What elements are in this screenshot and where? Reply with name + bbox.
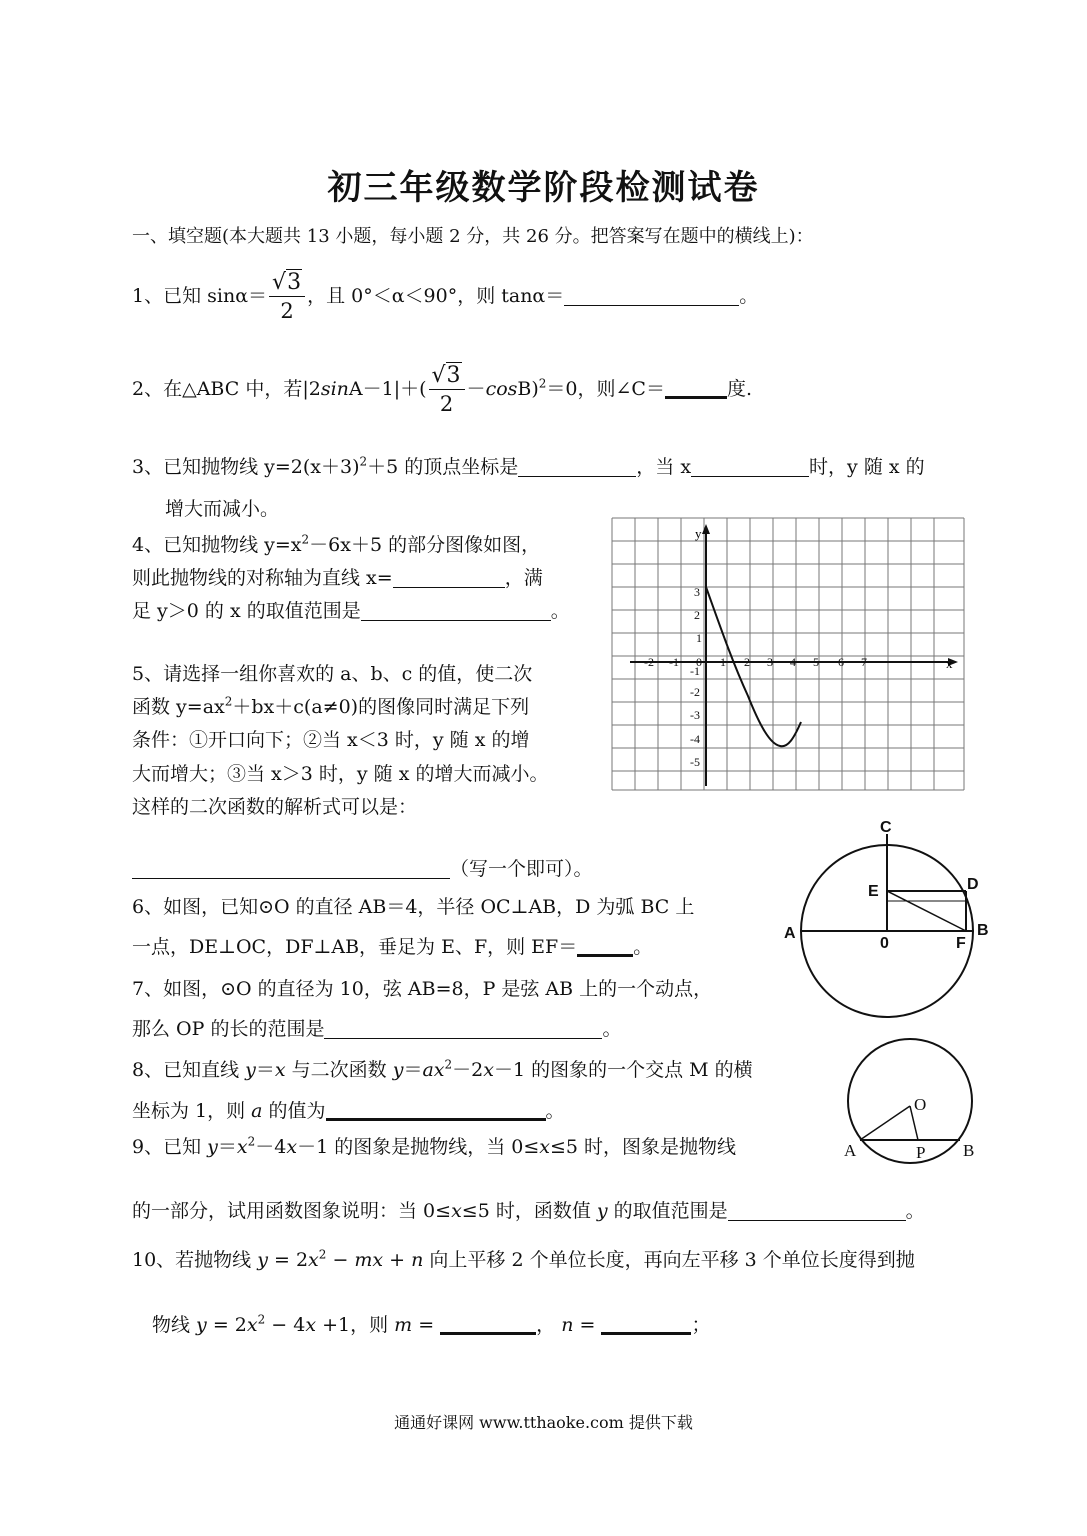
- point-a-label: A: [784, 925, 796, 942]
- x-tick-label: 1: [720, 655, 726, 669]
- x-tick-label: -2: [644, 655, 654, 669]
- question-5-line6: （写一个即可）。: [132, 854, 593, 881]
- question-2: 2、在△ABC 中，若|2sinA－1|＋( $\frac{√3}{2}$ －cosB)$^2$＝0，则∠C＝ 度.: [132, 363, 753, 416]
- q7-answer-blank[interactable]: [324, 1018, 602, 1039]
- circle-o: [848, 1039, 975, 1163]
- y-axis-label: y: [695, 526, 702, 541]
- q1-fraction: $\frac{√3}{2}$: [269, 272, 305, 322]
- point-o-label: O: [914, 1095, 927, 1114]
- q2-answer-blank[interactable]: [665, 376, 727, 399]
- q4-axis-blank[interactable]: [393, 567, 505, 588]
- y-tick-label: -4: [690, 732, 700, 746]
- question-9-line1: 9、已知 $y=x^2-4x-1$ 的图象是抛物线，当 0≤x≤5 时，图象是抛物线: [132, 1134, 737, 1158]
- x-tick-label: 6: [838, 655, 844, 669]
- point-b-label: B: [977, 922, 989, 939]
- question-3-line2: 增大而减小。: [165, 498, 280, 520]
- question-1: 1、已知 sinα＝ $\frac{√3}{2}$ ，且 0°＜α＜90°，则 tanα＝ 。: [132, 270, 759, 323]
- q4-range-blank[interactable]: [361, 600, 551, 621]
- y-tick-label: -1: [690, 664, 700, 678]
- q8-answer-blank[interactable]: [326, 1098, 546, 1121]
- point-o-label: 0: [880, 935, 889, 952]
- y-tick-label: 2: [694, 608, 700, 622]
- question-5-line3: 条件：①开口向下；②当 x＜3 时，y 随 x 的增: [132, 729, 530, 751]
- point-p-label: P: [916, 1143, 926, 1162]
- question-10-line2: 物线 $y = 2x^2 - 4x +1$，则 m = ， n = ；: [152, 1312, 711, 1336]
- point-b-label: B: [963, 1141, 975, 1160]
- question-8-line1: 8、已知直线 y＝x 与二次函数 $y=ax^2-2x-1$ 的图象的一个交点 M 的横: [132, 1057, 753, 1081]
- x-tick-label: 7: [861, 655, 867, 669]
- parabola-graph: [610, 516, 966, 792]
- question-5-line1: 5、请选择一组你喜欢的 a、b、c 的值，使二次: [132, 663, 533, 685]
- x-tick-label: 2: [744, 655, 750, 669]
- x-axis-label: x: [946, 656, 953, 671]
- question-7-line1: 7、如图，⊙O 的直径为 10，弦 AB=8，P 是弦 AB 上的一个动点，: [132, 978, 713, 1000]
- point-d-label: D: [967, 876, 979, 893]
- point-a-label: A: [844, 1141, 857, 1160]
- question-4: 4、已知抛物线 $y=x^2-6x+5$ 的部分图像如图，: [132, 532, 541, 556]
- x-tick-label: 5: [813, 655, 819, 669]
- point-f-label: F: [956, 935, 966, 952]
- y-tick-label: 1: [696, 631, 702, 645]
- q10-n-blank[interactable]: [601, 1312, 691, 1335]
- q1-answer-blank[interactable]: [564, 285, 739, 306]
- question-6-line1: 6、如图，已知⊙O 的直径 AB＝4，半径 OC⊥AB，D 为弧 BC 上: [132, 896, 695, 918]
- y-tick-label: 3: [694, 585, 700, 599]
- question-5-line5: 这样的二次函数的解析式可以是：: [132, 796, 418, 818]
- q3-x-blank[interactable]: [691, 456, 809, 477]
- x-tick-label: 0: [696, 655, 702, 669]
- q2-fraction: $\frac{√3}{2}$: [429, 365, 465, 415]
- question-9-line2: 的一部分，试用函数图象说明：当 0≤x≤5 时，函数值 y 的取值范围是 。: [132, 1200, 925, 1222]
- section-heading: 一、填空题(本大题共 13 小题，每小题 2 分，共 26 分。把答案写在题中的横线上)：: [132, 226, 814, 247]
- q3-vertex-blank[interactable]: [518, 456, 636, 477]
- y-tick-label: -2: [690, 685, 700, 699]
- page-title: 初三年级数学阶段检测试卷: [327, 168, 760, 208]
- segment-ao: [860, 1106, 910, 1140]
- point-e-label: E: [868, 883, 879, 900]
- x-tick-label: 4: [790, 655, 796, 669]
- q9-answer-blank[interactable]: [728, 1200, 906, 1221]
- y-axis-arrow: [702, 524, 710, 534]
- x-tick-label: 3: [767, 655, 773, 669]
- q1-text-a: 1、已知 sinα＝: [132, 285, 268, 307]
- question-5-line2: 函数 $y=ax^2+bx+c(a\ne 0)$的图像同时满足下列: [132, 694, 530, 718]
- y-tick-label: -3: [690, 708, 700, 722]
- question-3: 3、已知抛物线 $y=2(x+3)^2+5$ 的顶点坐标是 ，当 x 时，y 随 x 的: [132, 454, 925, 478]
- q1-text-b: ，且 0°＜α＜90°，则 tanα＝: [307, 285, 565, 307]
- x-tick-label: -1: [669, 655, 679, 669]
- point-c-label: C: [880, 819, 892, 836]
- question-4-line3: 足 y＞0 的 x 的取值范围是 。: [132, 600, 570, 622]
- q10-m-blank[interactable]: [440, 1312, 536, 1335]
- question-6-line2: 一点，DE⊥OC，DF⊥AB，垂足为 E、F，则 EF＝ 。: [132, 936, 653, 958]
- footer: 通通好课网 www.tthaoke.com 提供下载: [394, 1413, 693, 1432]
- segment-ef: [887, 891, 966, 931]
- q5-answer-blank[interactable]: [132, 858, 450, 879]
- graph-grid: [612, 518, 964, 790]
- circle-figure-q7: [838, 1034, 988, 1168]
- y-tick-label: -5: [690, 755, 700, 769]
- question-10-line1: 10、若抛物线 $y = 2x^2$ − mx + n 向上平移 2 个单位长度，再向左平移 3 个单位长度得到抛: [132, 1247, 915, 1271]
- question-5-line4: 大而增大；③当 x＞3 时，y 随 x 的增大而减小。: [132, 763, 549, 785]
- q6-answer-blank[interactable]: [577, 934, 633, 957]
- question-4-line2: 则此抛物线的对称轴为直线 x= ，满: [132, 567, 543, 589]
- question-7-line2: 那么 OP 的长的范围是 。: [132, 1018, 622, 1040]
- circle-figure-q6: [780, 814, 996, 1018]
- question-8-line2: 坐标为 1，则 a 的值为 。: [132, 1100, 565, 1122]
